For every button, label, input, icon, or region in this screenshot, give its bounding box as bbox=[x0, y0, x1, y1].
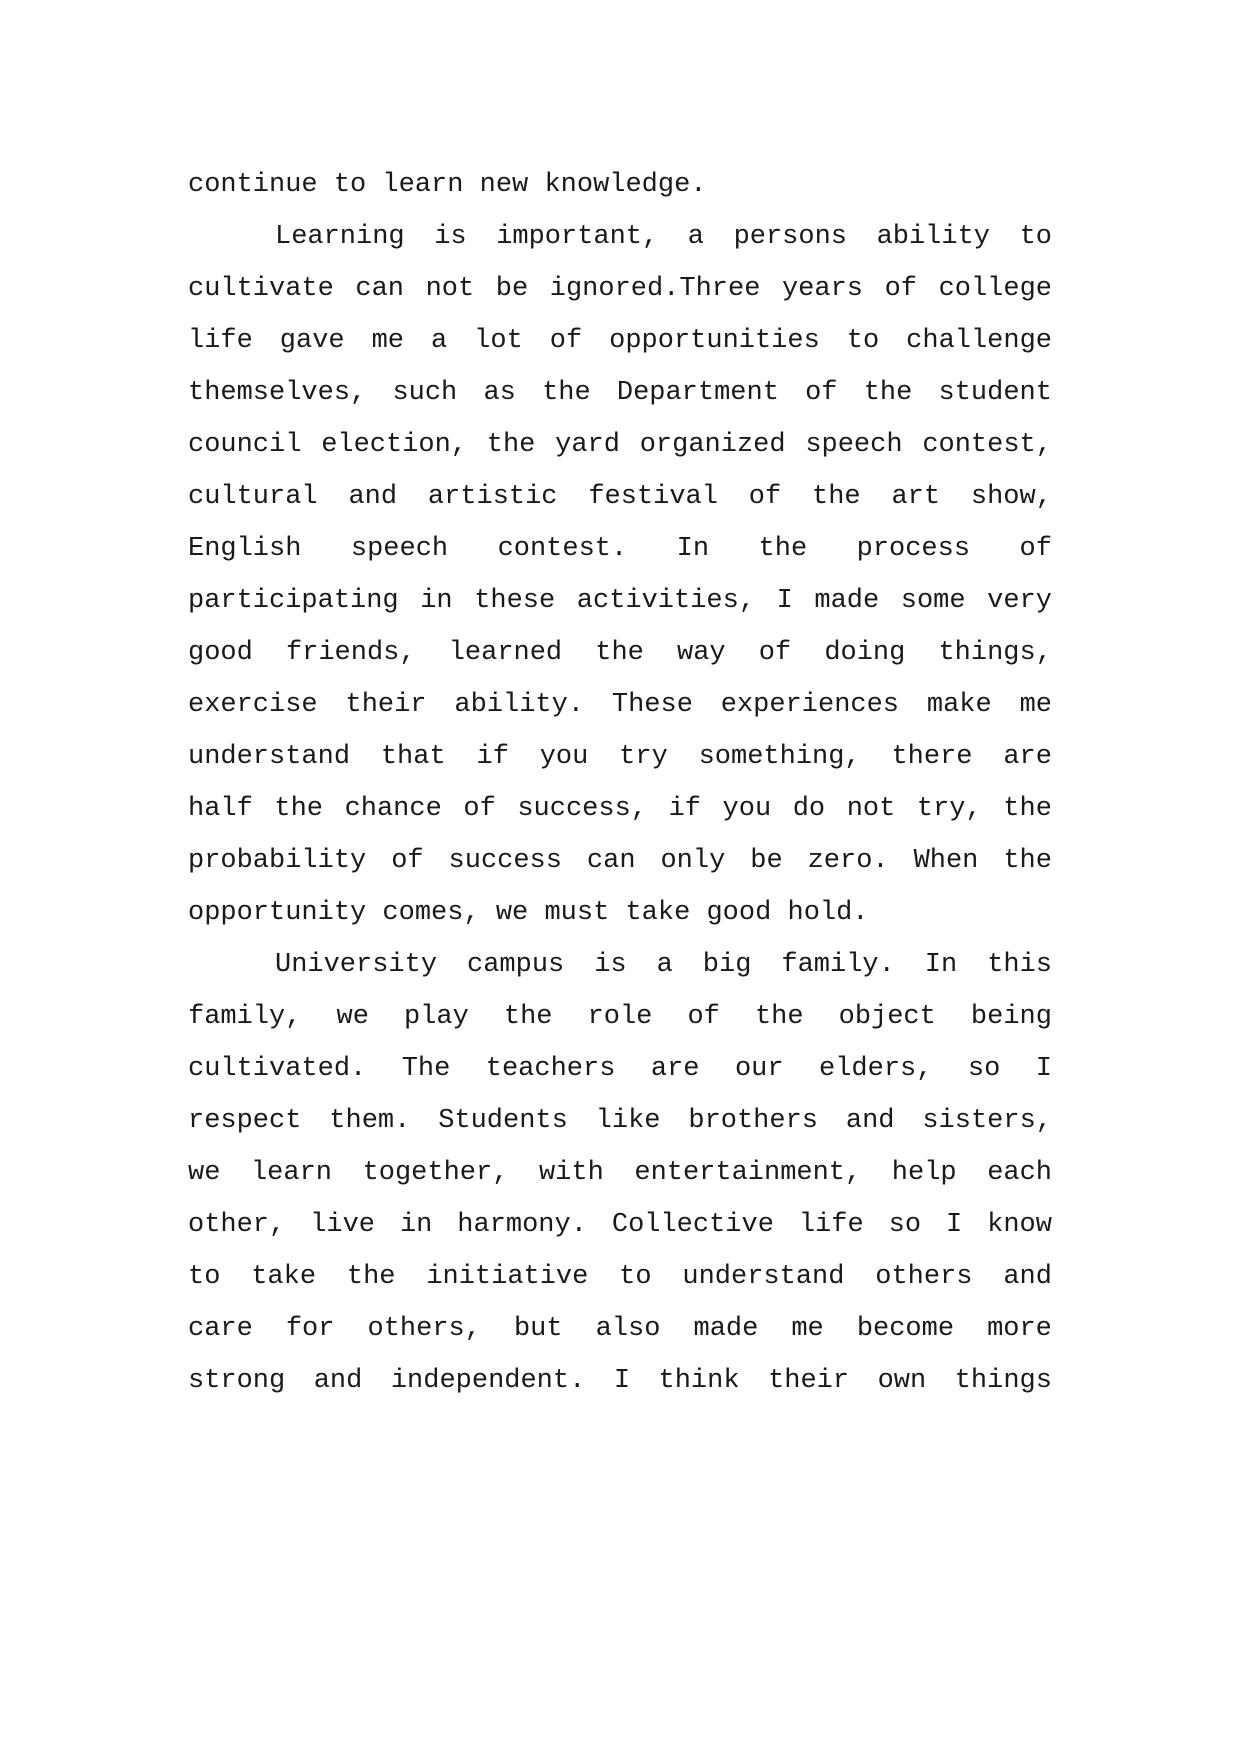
word: I bbox=[1035, 1054, 1052, 1084]
word: our bbox=[734, 1054, 784, 1084]
word: Collective bbox=[611, 1210, 774, 1240]
word: speech bbox=[805, 430, 903, 460]
word: play bbox=[403, 1002, 469, 1032]
text-body bbox=[188, 159, 1052, 1407]
word: understand bbox=[682, 1262, 845, 1292]
word: in bbox=[399, 1210, 433, 1240]
word: strong bbox=[188, 1366, 286, 1396]
word: and bbox=[313, 1366, 363, 1396]
word: the bbox=[346, 1262, 396, 1292]
text-line bbox=[188, 1095, 1052, 1147]
word: each bbox=[987, 1158, 1052, 1188]
word: of bbox=[1019, 534, 1052, 564]
word: cultivated. bbox=[188, 1054, 367, 1084]
word: I bbox=[776, 586, 793, 616]
word: the bbox=[503, 1002, 553, 1032]
word: in bbox=[420, 586, 453, 616]
word: Department bbox=[616, 378, 779, 408]
word: with bbox=[538, 1158, 604, 1188]
word: the bbox=[863, 378, 913, 408]
text-line bbox=[188, 471, 1052, 523]
word: Learning bbox=[275, 222, 405, 252]
word: also bbox=[595, 1314, 661, 1344]
word: and bbox=[348, 482, 398, 512]
text-line bbox=[188, 315, 1052, 367]
word: a bbox=[687, 222, 704, 252]
word: make bbox=[926, 690, 992, 720]
word: University bbox=[275, 950, 438, 980]
word: success bbox=[448, 846, 562, 876]
word: a bbox=[656, 950, 673, 980]
word: good bbox=[188, 638, 253, 668]
word: become bbox=[856, 1314, 955, 1344]
word: such bbox=[392, 378, 458, 408]
word: are bbox=[1003, 742, 1052, 772]
word: object bbox=[838, 1002, 936, 1032]
text-line bbox=[188, 627, 1052, 679]
word: doing bbox=[824, 638, 906, 668]
word: harmony. bbox=[457, 1210, 587, 1240]
word: the bbox=[274, 794, 323, 824]
word: teachers bbox=[485, 1054, 616, 1084]
text-line bbox=[188, 419, 1052, 471]
word: very bbox=[987, 586, 1052, 616]
word: is bbox=[434, 222, 467, 252]
word: of bbox=[687, 1002, 720, 1032]
word: friends, bbox=[285, 638, 416, 668]
word: The bbox=[401, 1054, 451, 1084]
word: these bbox=[474, 586, 556, 616]
word: of bbox=[884, 274, 917, 304]
word: way bbox=[677, 638, 726, 668]
text-line bbox=[188, 835, 1052, 887]
text-line bbox=[188, 1199, 1052, 1251]
word: show, bbox=[970, 482, 1052, 512]
word: know bbox=[987, 1210, 1052, 1240]
word: together, bbox=[362, 1158, 509, 1188]
word: exercise bbox=[188, 690, 318, 720]
word: role bbox=[587, 1002, 653, 1032]
word: learned bbox=[448, 638, 563, 668]
text-line bbox=[188, 575, 1052, 627]
word: are bbox=[650, 1054, 700, 1084]
word: own bbox=[877, 1366, 927, 1396]
word: important, bbox=[496, 222, 659, 252]
word: the bbox=[486, 430, 536, 460]
word: but bbox=[513, 1314, 563, 1344]
word: elders, bbox=[819, 1054, 933, 1084]
word: chance bbox=[344, 794, 442, 824]
word: care bbox=[188, 1314, 253, 1344]
word: the bbox=[1003, 846, 1052, 876]
word: of bbox=[463, 794, 496, 824]
word: of bbox=[805, 378, 838, 408]
word: ignored.Three bbox=[549, 274, 761, 304]
word: made bbox=[814, 586, 880, 616]
word: In bbox=[924, 950, 958, 980]
word: to bbox=[1019, 222, 1052, 252]
word: the bbox=[1003, 794, 1052, 824]
word: independent. bbox=[390, 1366, 586, 1396]
word: family. bbox=[781, 950, 895, 980]
word: themselves, bbox=[188, 378, 367, 408]
word: to bbox=[188, 1262, 221, 1292]
text-line bbox=[188, 523, 1052, 575]
word: there bbox=[891, 742, 973, 772]
word: some bbox=[900, 586, 966, 616]
word: gave bbox=[279, 326, 345, 356]
word: probability bbox=[188, 846, 367, 876]
word: ability bbox=[876, 222, 990, 252]
word: of bbox=[391, 846, 424, 876]
word: if bbox=[476, 742, 509, 772]
word: as bbox=[483, 378, 516, 408]
word: cultural bbox=[188, 482, 318, 512]
word: These bbox=[611, 690, 693, 720]
text-line: opportunity comes, we must take good hold. bbox=[188, 898, 869, 928]
word: ability. bbox=[454, 690, 585, 720]
word: so bbox=[967, 1054, 1001, 1084]
word: persons bbox=[733, 222, 847, 252]
word: me bbox=[791, 1314, 824, 1344]
word: speech bbox=[350, 534, 449, 564]
word: to bbox=[846, 326, 880, 356]
word: college bbox=[938, 274, 1052, 304]
word: think bbox=[658, 1366, 740, 1396]
word: them. bbox=[329, 1106, 411, 1136]
word: challenge bbox=[906, 326, 1052, 356]
word: their bbox=[768, 1366, 850, 1396]
word: take bbox=[251, 1262, 317, 1292]
word: for bbox=[285, 1314, 335, 1344]
word: initiative bbox=[426, 1262, 589, 1292]
word: help bbox=[891, 1158, 957, 1188]
word: learn bbox=[250, 1158, 332, 1188]
text-line bbox=[188, 731, 1052, 783]
word: this bbox=[987, 950, 1052, 980]
text-line bbox=[188, 679, 1052, 731]
word: try bbox=[619, 742, 668, 772]
word: we bbox=[336, 1002, 369, 1032]
word: not bbox=[846, 794, 896, 824]
word: things, bbox=[938, 638, 1052, 668]
word: being bbox=[970, 1002, 1052, 1032]
text-line bbox=[188, 367, 1052, 419]
word: artistic bbox=[427, 482, 558, 512]
word: experiences bbox=[720, 690, 900, 720]
word: I bbox=[945, 1210, 963, 1240]
word: Students bbox=[438, 1106, 568, 1136]
word: something, bbox=[698, 742, 861, 772]
word: the bbox=[595, 638, 644, 668]
word: contest, bbox=[922, 430, 1052, 460]
word: campus bbox=[467, 950, 565, 980]
word: activities, bbox=[576, 586, 756, 616]
word: In bbox=[676, 534, 710, 564]
word: so bbox=[888, 1210, 922, 1240]
text-line bbox=[188, 1303, 1052, 1355]
word: success, bbox=[517, 794, 647, 824]
word: to bbox=[619, 1262, 652, 1292]
word: that bbox=[380, 742, 446, 772]
word: and bbox=[1003, 1262, 1052, 1292]
text-line bbox=[188, 1355, 1052, 1407]
word: art bbox=[891, 482, 941, 512]
word: English bbox=[188, 534, 302, 564]
word: festival bbox=[588, 482, 718, 512]
word: opportunities bbox=[609, 326, 820, 356]
word: me bbox=[371, 326, 404, 356]
text-line bbox=[188, 991, 1052, 1043]
word: can bbox=[586, 846, 636, 876]
word: contest. bbox=[497, 534, 628, 564]
text-line bbox=[188, 1147, 1052, 1199]
word: half bbox=[188, 794, 253, 824]
word: brothers bbox=[688, 1106, 818, 1136]
word: organized bbox=[639, 430, 786, 460]
word: only bbox=[660, 846, 726, 876]
word: the bbox=[542, 378, 591, 408]
word: I bbox=[613, 1366, 631, 1396]
word: a bbox=[430, 326, 448, 356]
word: entertainment, bbox=[634, 1158, 862, 1188]
word: of bbox=[549, 326, 583, 356]
word: their bbox=[345, 690, 427, 720]
word: life bbox=[188, 326, 253, 356]
word: council bbox=[188, 430, 302, 460]
word: cultivate bbox=[188, 274, 334, 304]
word: participating bbox=[188, 586, 399, 616]
word: you bbox=[722, 794, 772, 824]
text-line bbox=[188, 1251, 1052, 1303]
word: others, bbox=[367, 1314, 481, 1344]
word: respect bbox=[188, 1106, 302, 1136]
word: other, bbox=[188, 1210, 286, 1240]
word: and bbox=[845, 1106, 895, 1136]
word: like bbox=[595, 1106, 661, 1136]
text-line: continue to learn new knowledge. bbox=[188, 170, 707, 200]
word: lot bbox=[474, 326, 523, 356]
word: of bbox=[758, 638, 792, 668]
word: not bbox=[425, 274, 475, 304]
word: is bbox=[594, 950, 627, 980]
word: sisters, bbox=[922, 1106, 1052, 1136]
word: process bbox=[856, 534, 971, 564]
word: be bbox=[750, 846, 783, 876]
word: life bbox=[798, 1210, 864, 1240]
word: do bbox=[792, 794, 826, 824]
text-line bbox=[188, 263, 1052, 315]
word: try, bbox=[916, 794, 982, 824]
word: if bbox=[668, 794, 701, 824]
text-line bbox=[188, 939, 1052, 991]
word: live bbox=[310, 1210, 375, 1240]
word: me bbox=[1019, 690, 1052, 720]
text-line bbox=[188, 783, 1052, 835]
word: others bbox=[875, 1262, 973, 1292]
word: yard bbox=[555, 430, 620, 460]
word: made bbox=[693, 1314, 759, 1344]
word: you bbox=[539, 742, 589, 772]
text-line bbox=[188, 211, 1052, 263]
word: we bbox=[188, 1158, 221, 1188]
word: When bbox=[913, 846, 979, 876]
word: be bbox=[495, 274, 529, 304]
word: of bbox=[748, 482, 782, 512]
word: can bbox=[355, 274, 405, 304]
word: big bbox=[702, 950, 752, 980]
text-line bbox=[188, 1043, 1052, 1095]
word: years bbox=[781, 274, 863, 304]
word: family, bbox=[188, 1002, 302, 1032]
word: the bbox=[812, 482, 861, 512]
word: understand bbox=[188, 742, 351, 772]
word: more bbox=[987, 1314, 1052, 1344]
word: the bbox=[754, 1002, 804, 1032]
word: the bbox=[758, 534, 808, 564]
word: things bbox=[954, 1366, 1052, 1396]
word: zero. bbox=[807, 846, 889, 876]
word: election, bbox=[321, 430, 468, 460]
word: student bbox=[938, 378, 1052, 408]
